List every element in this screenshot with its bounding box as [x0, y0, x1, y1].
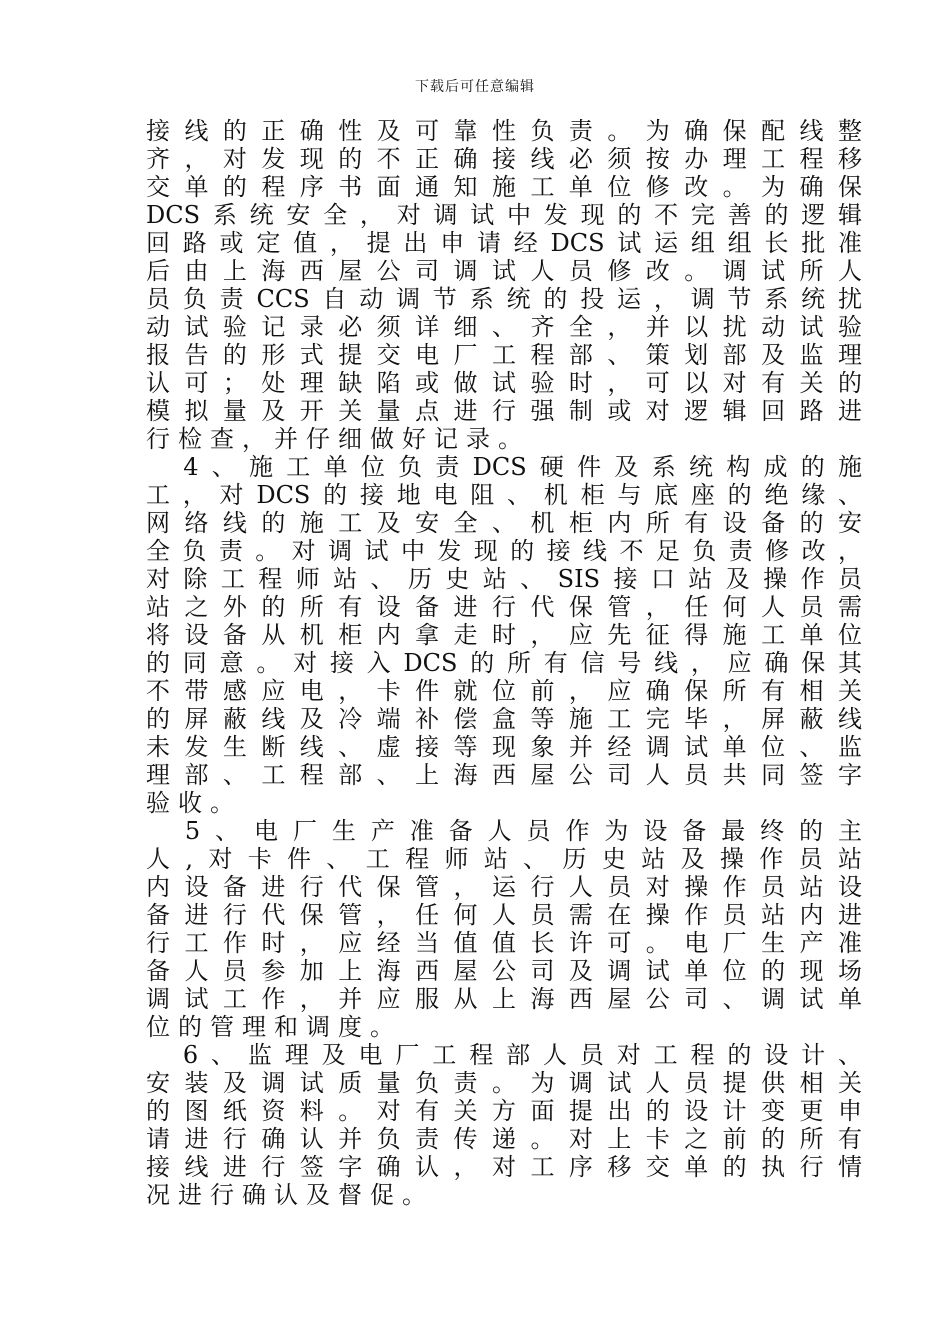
text-line: 接线的正确性及可靠性负责。为确保配线整: [146, 117, 862, 145]
text-line: 交单的程序书面通知施工单位修改。为确保: [146, 173, 862, 201]
text-line: 认可；处理缺陷或做试验时，可以对有关的: [146, 369, 862, 397]
text-line: 行检查，并仔细做好记录。: [146, 425, 530, 453]
text-line: 回路或定值，提出申请经DCS试运组组长批准: [146, 229, 862, 257]
text-line: 安装及调试质量负责。为调试人员提供相关: [146, 1069, 862, 1097]
text-line: 动试验记录必须详细、齐全，并以扰动试验: [146, 313, 862, 341]
text-line: 备进行代保管，任何人员需在操作员站内进: [146, 901, 862, 929]
text-line: 不带感应电，卡件就位前，应确保所有相关: [146, 677, 862, 705]
page-header: 下载后可任意编辑: [415, 79, 535, 95]
text-line: 后由上海西屋公司调试人员修改。调试所人: [146, 257, 862, 285]
text-line: 网络线的施工及安全、机柜内所有设备的安: [146, 509, 862, 537]
text-line: 站之外的所有设备进行代保管，任何人员需: [146, 593, 862, 621]
text-line: 行工作时，应经当值值长许可。电厂生产准: [146, 929, 862, 957]
text-line: 员负责CCS自动调节系统的投运，调节系统扰: [146, 285, 862, 313]
text-line: 调试工作，并应服从上海西屋公司、调试单: [146, 985, 862, 1013]
text-line: 模拟量及开关量点进行强制或对逻辑回路进: [146, 397, 862, 425]
text-line: 接线进行签字确认，对工序移交单的执行情: [146, 1153, 862, 1181]
text-line: 6、监理及电厂工程部人员对工程的设计、: [146, 1041, 862, 1069]
text-line: 人,对卡件、工程师站、历史站及操作员站: [146, 845, 862, 873]
text-line: 报告的形式提交电厂工程部、策划部及监理: [146, 341, 862, 369]
text-line: 位的管理和调度。: [146, 1013, 402, 1041]
text-line: 将设备从机柜内拿走时，应先征得施工单位: [146, 621, 862, 649]
text-line: 5、电厂生产准备人员作为设备最终的主: [146, 817, 862, 845]
text-line: 未发生断线、虚接等现象并经调试单位、监: [146, 733, 862, 761]
text-line: 的图纸资料。对有关方面提出的设计变更申: [146, 1097, 862, 1125]
text-line: 全负责。对调试中发现的接线不足负责修改，: [146, 537, 862, 565]
text-line: 请进行确认并负责传递。对上卡之前的所有: [146, 1125, 862, 1153]
text-line: 验收。: [146, 789, 242, 817]
text-line: 工，对DCS的接地电阻、机柜与底座的绝缘、: [146, 481, 862, 509]
text-line: 内设备进行代保管，运行人员对操作员站设: [146, 873, 862, 901]
text-line: 的屏蔽线及冷端补偿盒等施工完毕，屏蔽线: [146, 705, 862, 733]
text-line: 齐，对发现的不正确接线必须按办理工程移: [146, 145, 862, 173]
text-line: DCS系统安全，对调试中发现的不完善的逻辑: [146, 201, 862, 229]
text-line: 4、施工单位负责DCS硬件及系统构成的施: [146, 453, 862, 481]
text-line: 理部、工程部、上海西屋公司人员共同签字: [146, 761, 862, 789]
text-line: 况进行确认及督促。: [146, 1181, 434, 1209]
text-line: 对除工程师站、历史站、SIS接口站及操作员: [146, 565, 862, 593]
text-line: 的同意。对接入DCS的所有信号线，应确保其: [146, 649, 862, 677]
text-line: 备人员参加上海西屋公司及调试单位的现场: [146, 957, 862, 985]
